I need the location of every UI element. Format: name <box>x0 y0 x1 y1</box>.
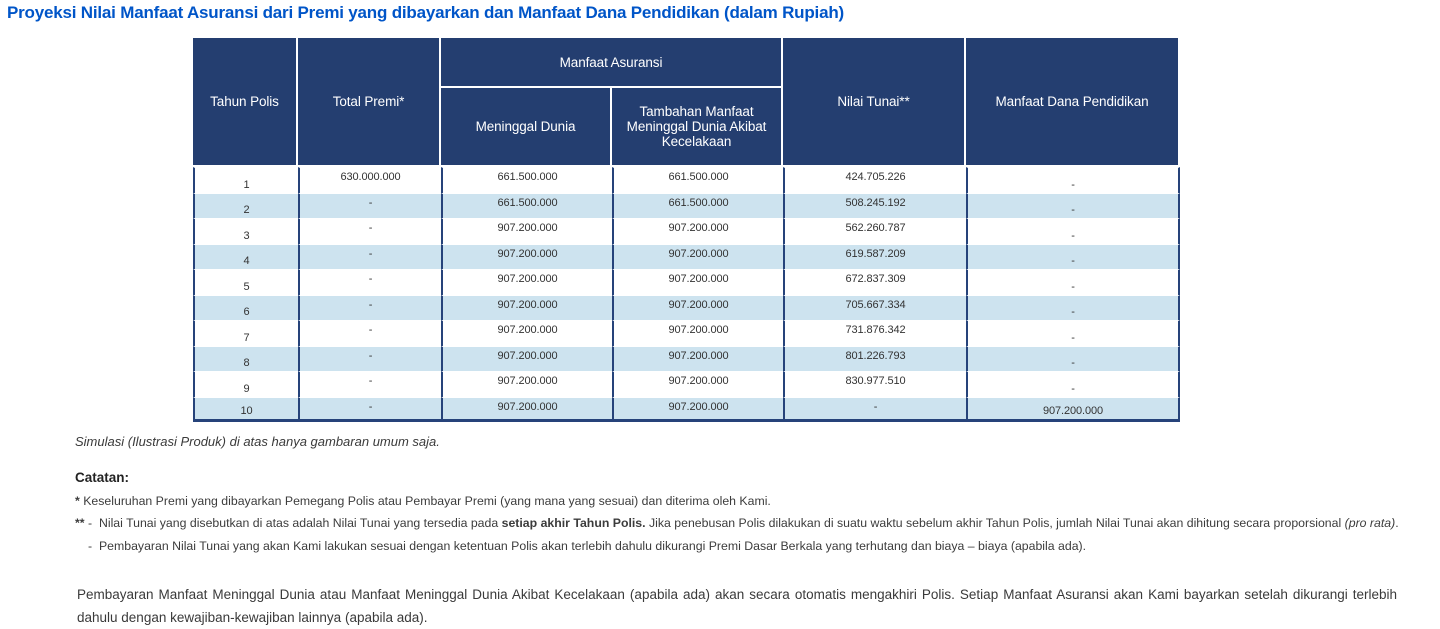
nilai-tunai-cell: 672.837.309 <box>783 269 966 295</box>
tahun-polis-cell: 1 <box>193 167 298 193</box>
dana-pendidikan-cell: - <box>966 346 1180 372</box>
table-row <box>193 193 1180 219</box>
dana-pendidikan-cell: - <box>966 320 1180 346</box>
header-manfaat-asuransi: Manfaat Asuransi <box>441 38 783 88</box>
nilai-tunai-cell: 801.226.793 <box>783 346 966 372</box>
meninggal-dunia-cell: 661.500.000 <box>441 193 612 219</box>
header-total-premi: Total Premi* <box>298 38 441 167</box>
footnote-nilai-tunai-bold: setiap akhir Tahun Polis. <box>501 516 646 530</box>
dana-pendidikan-cell: - <box>966 295 1180 321</box>
tahun-polis-cell: 3 <box>193 218 298 244</box>
nilai-tunai-cell: 508.245.192 <box>783 193 966 219</box>
projection-table <box>193 38 1180 422</box>
nilai-tunai-cell: 830.977.510 <box>783 371 966 397</box>
tambahan-manfaat-cell: 907.200.000 <box>612 269 783 295</box>
table-row <box>193 320 1180 346</box>
table-row <box>193 167 1180 193</box>
tambahan-manfaat-cell: 907.200.000 <box>612 397 783 423</box>
nilai-tunai-cell: 705.667.334 <box>783 295 966 321</box>
total-premi-cell: - <box>298 295 441 321</box>
tambahan-manfaat-cell: 907.200.000 <box>612 295 783 321</box>
footnote-nilai-tunai-dash: - <box>88 516 93 530</box>
footnote-nilai-tunai-text2: Jika penebusan Polis dilakukan di suatu waktu sebelum akhir Tahun Polis, jumlah Nilai Tunai akan dihitung secara proporsional <box>645 516 1345 530</box>
total-premi-cell: - <box>298 244 441 270</box>
table-row <box>193 295 1180 321</box>
table-row <box>193 397 1180 423</box>
total-premi-cell: - <box>298 320 441 346</box>
closing-paragraph: Pembayaran Manfaat Meninggal Dunia atau Manfaat Meninggal Dunia Akibat Kecelakaan (apabila ada) akan secara otomatis mengakhiri Polis. Setiap Manfaat Asuransi akan Kami bayarkan setelah dikurangi terlebih dahulu dengan kewajiban-kewajiban lainnya (apabila ada). <box>77 587 1397 625</box>
meninggal-dunia-cell: 907.200.000 <box>441 346 612 372</box>
meninggal-dunia-cell: 907.200.000 <box>441 218 612 244</box>
tahun-polis-cell: 8 <box>193 346 298 372</box>
header-nilai-tunai: Nilai Tunai** <box>783 38 966 167</box>
meninggal-dunia-cell: 907.200.000 <box>441 320 612 346</box>
tahun-polis-cell: 9 <box>193 371 298 397</box>
catatan-label: Catatan: <box>75 470 130 485</box>
dana-pendidikan-cell: - <box>966 371 1180 397</box>
footnote-nilai-tunai-marker: ** <box>75 516 85 530</box>
footnote-premi-marker: * <box>75 494 80 508</box>
dana-pendidikan-cell: - <box>966 218 1180 244</box>
meninggal-dunia-cell: 907.200.000 <box>441 371 612 397</box>
footnote-pembayaran <box>88 539 1086 553</box>
total-premi-cell: - <box>298 397 441 423</box>
meninggal-dunia-cell: 907.200.000 <box>441 244 612 270</box>
meninggal-dunia-cell: 907.200.000 <box>441 269 612 295</box>
total-premi-cell: - <box>298 193 441 219</box>
nilai-tunai-cell: - <box>783 397 966 423</box>
footnote-nilai-tunai-end: . <box>1395 516 1399 530</box>
footnote-nilai-tunai <box>75 516 1399 530</box>
nilai-tunai-cell: 731.876.342 <box>783 320 966 346</box>
total-premi-cell: - <box>298 371 441 397</box>
tambahan-manfaat-cell: 661.500.000 <box>612 193 783 219</box>
total-premi-cell: - <box>298 269 441 295</box>
footnote-nilai-tunai-italic: (pro rata) <box>1344 516 1396 530</box>
page-title: Proyeksi Nilai Manfaat Asuransi dari Premi yang dibayarkan dan Manfaat Dana Pendidikan (dalam Rupiah) <box>7 3 844 22</box>
tahun-polis-cell: 6 <box>193 295 298 321</box>
header-manfaat-dana-pendidikan: Manfaat Dana Pendidikan <box>966 38 1180 167</box>
header-meninggal-dunia: Meninggal Dunia <box>441 88 612 167</box>
nilai-tunai-cell: 562.260.787 <box>783 218 966 244</box>
tambahan-manfaat-cell: 661.500.000 <box>612 167 783 193</box>
tambahan-manfaat-cell: 907.200.000 <box>612 218 783 244</box>
footnote-pembayaran-dash: - <box>88 539 93 553</box>
footnote-nilai-tunai-text1: Nilai Tunai yang disebutkan di atas adalah Nilai Tunai yang tersedia pada <box>98 516 502 530</box>
total-premi-cell: - <box>298 218 441 244</box>
tahun-polis-cell: 10 <box>193 397 298 423</box>
dana-pendidikan-cell: - <box>966 244 1180 270</box>
meninggal-dunia-cell: 661.500.000 <box>441 167 612 193</box>
tambahan-manfaat-cell: 907.200.000 <box>612 346 783 372</box>
table-row <box>193 346 1180 372</box>
dana-pendidikan-cell: - <box>966 269 1180 295</box>
tahun-polis-cell: 2 <box>193 193 298 219</box>
table-body <box>193 167 1180 422</box>
table-header <box>193 38 1180 167</box>
table-row <box>193 244 1180 270</box>
total-premi-cell: - <box>298 346 441 372</box>
footnote-premi-text: Keseluruhan Premi yang dibayarkan Pemegang Polis atau Pembayar Premi (yang mana yang sesuai) dan diterima oleh Kami. <box>83 494 771 508</box>
tahun-polis-cell: 5 <box>193 269 298 295</box>
table-row <box>193 218 1180 244</box>
tambahan-manfaat-cell: 907.200.000 <box>612 371 783 397</box>
nilai-tunai-cell: 619.587.209 <box>783 244 966 270</box>
total-premi-cell: 630.000.000 <box>298 167 441 193</box>
footnote-premi <box>75 494 771 508</box>
tambahan-manfaat-cell: 907.200.000 <box>612 244 783 270</box>
dana-pendidikan-cell: - <box>966 167 1180 193</box>
dana-pendidikan-cell: 907.200.000 <box>966 397 1180 423</box>
header-tambahan-manfaat: Tambahan Manfaat Meninggal Dunia Akibat Kecelakaan <box>612 88 783 167</box>
meninggal-dunia-cell: 907.200.000 <box>441 295 612 321</box>
nilai-tunai-cell: 424.705.226 <box>783 167 966 193</box>
meninggal-dunia-cell: 907.200.000 <box>441 397 612 423</box>
tambahan-manfaat-cell: 907.200.000 <box>612 320 783 346</box>
tahun-polis-cell: 7 <box>193 320 298 346</box>
footnote-pembayaran-text: Pembayaran Nilai Tunai yang akan Kami lakukan sesuai dengan ketentuan Polis akan terlebih dahulu dikurangi Premi Dasar Berkala yang terhutang dan biaya – biaya (apabila ada). <box>98 539 1087 553</box>
header-tahun-polis: Tahun Polis <box>193 38 298 167</box>
dana-pendidikan-cell: - <box>966 193 1180 219</box>
simulasi-note: Simulasi (Ilustrasi Produk) di atas hanya gambaran umum saja. <box>75 434 440 449</box>
table-row <box>193 371 1180 397</box>
table-row <box>193 269 1180 295</box>
tahun-polis-cell: 4 <box>193 244 298 270</box>
